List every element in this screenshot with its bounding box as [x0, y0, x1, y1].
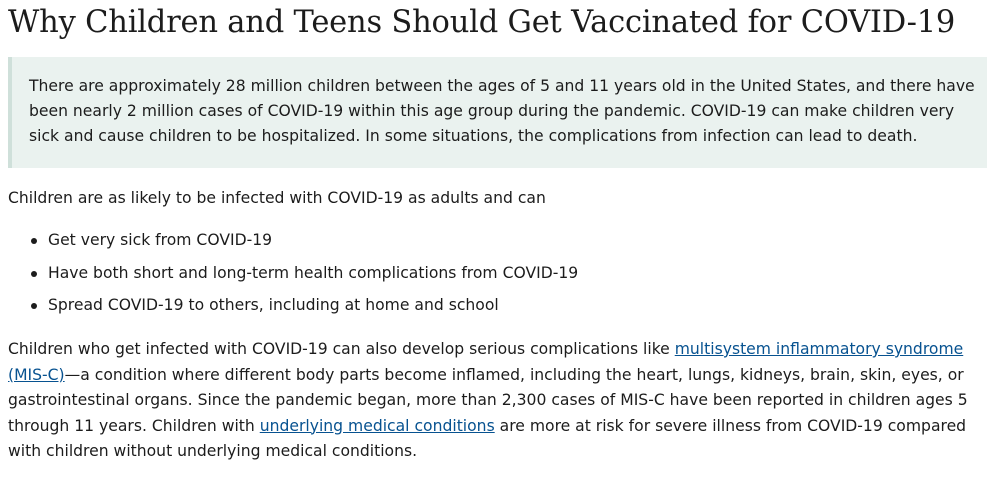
- list-item: [8, 261, 578, 294]
- callout-text: There are approximately 28 million children between the ages of 5 and 11 years old in the United States, and there have been nearly 2 million cases of COVID-19 within this age group during the pandemic. COVID-19 can make children very sick and cause children to be hospitalized. In some situations, the complications from infection can lead to death.: [29, 77, 975, 145]
- body-paragraph: [8, 337, 993, 465]
- bullet-list: [8, 228, 578, 326]
- list-item-text: Spread COVID-19 to others, including at home and school: [48, 296, 499, 314]
- list-item: [8, 293, 578, 326]
- bullet-icon: [31, 238, 37, 244]
- bullet-icon: [31, 303, 37, 309]
- mis-c-link[interactable]: multisystem inflammatory syndrome (MIS-C): [8, 340, 964, 384]
- callout-box: [8, 57, 987, 168]
- body-text-1: Children who get infected with COVID-19 can also develop serious complications like: [8, 340, 675, 358]
- list-item-text: Have both short and long-term health complications from COVID-19: [48, 263, 579, 282]
- intro-text: Children are as likely to be infected with COVID-19 as adults and can: [8, 189, 546, 207]
- body-text-2: —a condition where different body parts become inflamed, including the heart, lungs, kidneys, brain, skin, eyes, or gastrointestinal organs. Since the pandemic began, more than 2,300 cases of MIS-C have been reported in children ages 5 through 11 years. Children with: [8, 365, 968, 435]
- underlying-conditions-link[interactable]: underlying medical conditions: [259, 416, 495, 435]
- page-title: Why Children and Teens Should Get Vaccinated for COVID-19: [8, 5, 956, 40]
- bullet-icon: [31, 271, 37, 277]
- body-text-3: are more at risk for severe illness from COVID-19 compared with children without underlying medical conditions.: [8, 416, 967, 460]
- list-item: [8, 228, 578, 261]
- list-item-text: Get very sick from COVID-19: [48, 231, 273, 249]
